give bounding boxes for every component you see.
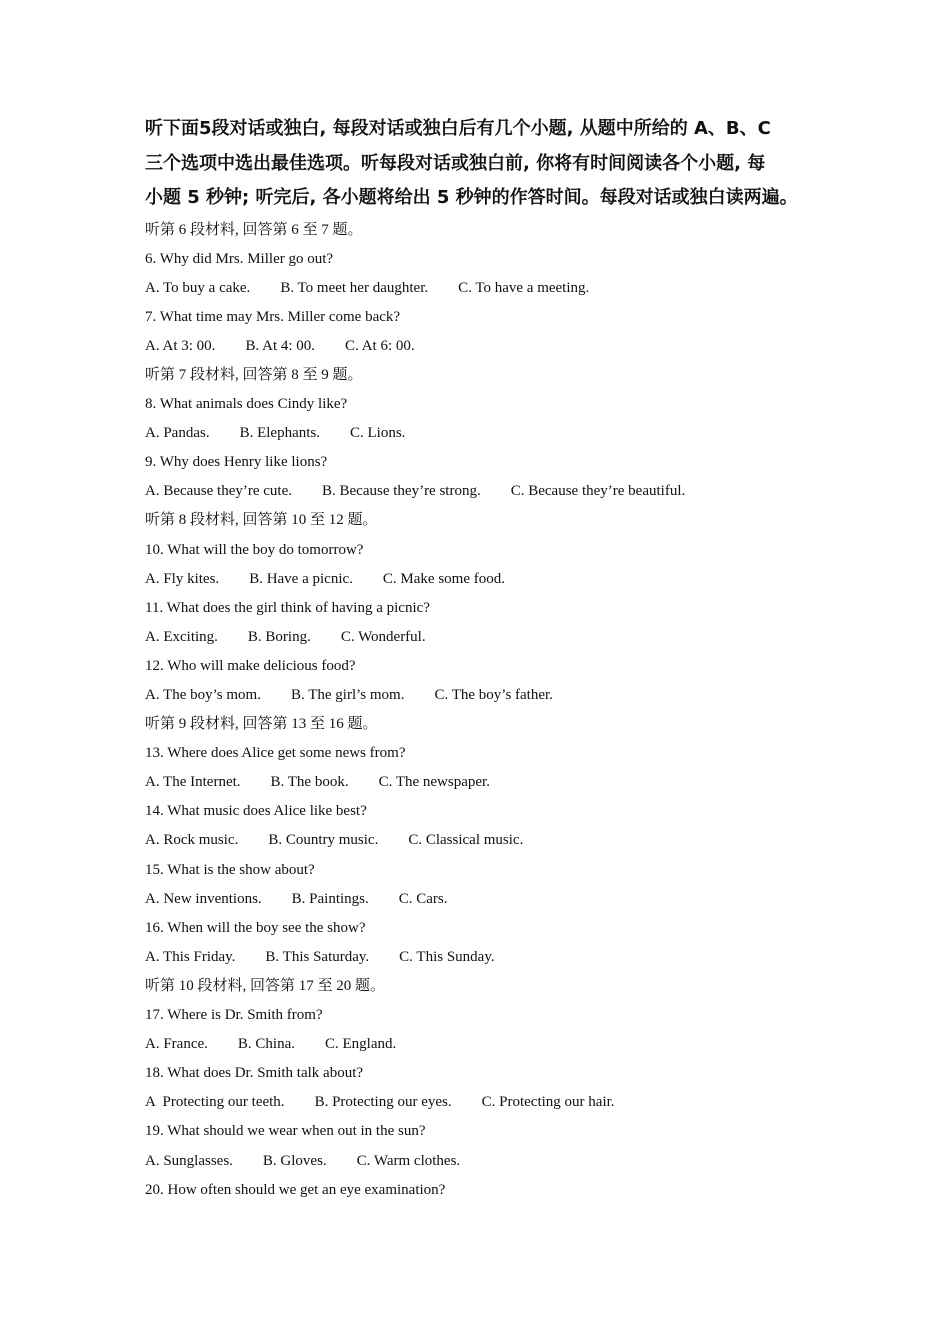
options-row <box>145 943 825 972</box>
section-header: 听第 7 段材料, 回答第 8 至 9 题。 <box>145 366 363 383</box>
option-c: C. To have a meeting. <box>458 279 590 296</box>
option-c: C. At 6: 00. <box>345 337 415 354</box>
option-a: A. This Friday. <box>145 948 236 965</box>
option-b: B. Country music. <box>268 832 379 849</box>
option-a: A. The boy’s mom. <box>145 687 261 703</box>
question-text: 17. Where is Dr. Smith from? <box>145 1007 323 1024</box>
options-row <box>145 565 825 594</box>
options-row <box>145 826 825 855</box>
instruction-line: 三个选项中选出最佳选项。听每段对话或独白前, 你将有时间阅读各个小题, 每 <box>145 152 766 174</box>
option-b: B. Protecting our eyes. <box>314 1094 452 1111</box>
option-b: B. Elephants. <box>239 425 320 442</box>
options-row <box>145 1088 825 1117</box>
question-text: 9. Why does Henry like lions? <box>145 454 328 471</box>
option-c: C. Warm clothes. <box>356 1152 461 1169</box>
question-text: 14. What music does Alice like best? <box>145 803 367 820</box>
options-row <box>145 768 825 797</box>
listening-instructions <box>145 112 825 216</box>
options-row <box>145 332 825 361</box>
option-a: A. France. <box>145 1036 208 1053</box>
option-a: A. At 3: 00. <box>145 337 216 354</box>
options-row <box>145 623 825 652</box>
option-b: B. Because they’re strong. <box>322 483 481 500</box>
option-a: A. The Internet. <box>145 774 241 791</box>
instruction-line: 小题 5 秒钟; 听完后, 各小题将给出 5 秒钟的作答时间。每段对话或独白读两遍。 <box>145 187 798 208</box>
option-a: A. New inventions. <box>145 890 262 907</box>
options-row <box>145 419 825 448</box>
option-c: C. The newspaper. <box>378 774 490 791</box>
question-text: 11. What does the girl think of having a picnic? <box>145 599 430 616</box>
option-b: B. At 4: 00. <box>245 337 316 354</box>
question-text: 12. Who will make delicious food? <box>145 657 356 674</box>
option-c: C. Wonderful. <box>340 628 426 645</box>
question-list <box>145 216 825 1205</box>
option-b: B. Paintings. <box>291 890 369 907</box>
option-b: B. Gloves. <box>262 1152 327 1169</box>
option-b: B. China. <box>237 1036 295 1053</box>
options-row <box>145 274 825 303</box>
option-b: B. This Saturday. <box>265 948 370 965</box>
option-b: B. Boring. <box>247 628 311 645</box>
instruction-line: 听下面5段对话或独白, 每段对话或独白后有几个小题, 从题中所给的 A、B、C <box>145 118 771 139</box>
document-page <box>145 112 825 1205</box>
option-a: A. Sunglasses. <box>145 1152 233 1169</box>
option-c: C. Classical music. <box>408 832 524 849</box>
option-a: A. Because they’re cute. <box>145 483 293 500</box>
options-row <box>145 1030 825 1059</box>
option-b: B. The book. <box>270 774 349 791</box>
question-text: 20. How often should we get an eye examination? <box>145 1181 446 1198</box>
options-row <box>145 885 825 914</box>
option-a: A. To buy a cake. <box>145 279 251 296</box>
option-b: B. The girl’s mom. <box>290 687 405 703</box>
option-c: C. The boy’s father. <box>434 687 553 703</box>
option-c: C. England. <box>325 1036 397 1053</box>
option-b: B. To meet her daughter. <box>280 279 429 296</box>
option-a: A. Pandas. <box>145 425 210 442</box>
option-c: C. Protecting our hair. <box>481 1094 615 1111</box>
question-text: 7. What time may Mrs. Miller come back? <box>145 308 401 325</box>
question-text: 15. What is the show about? <box>145 861 315 878</box>
options-row <box>145 477 825 506</box>
section-header: 听第 9 段材料, 回答第 13 至 16 题。 <box>145 716 378 733</box>
question-text: 13. Where does Alice get some news from? <box>145 745 406 762</box>
options-row <box>145 1147 825 1176</box>
question-text: 19. What should we wear when out in the sun? <box>145 1123 426 1140</box>
option-b: B. Have a picnic. <box>249 570 353 587</box>
option-c: C. This Sunday. <box>399 948 495 965</box>
section-header: 听第 10 段材料, 回答第 17 至 20 题。 <box>145 977 386 994</box>
option-a: A. Rock music. <box>145 832 239 849</box>
options-row <box>145 681 825 710</box>
option-a: A Protecting our teeth. <box>145 1094 285 1111</box>
option-c: C. Because they’re beautiful. <box>510 483 686 500</box>
question-text: 18. What does Dr. Smith talk about? <box>145 1065 364 1082</box>
option-a: A. Fly kites. <box>145 570 220 587</box>
option-c: C. Lions. <box>349 425 406 442</box>
question-text: 8. What animals does Cindy like? <box>145 396 348 413</box>
option-c: C. Cars. <box>398 890 448 907</box>
option-c: C. Make some food. <box>382 570 505 587</box>
question-text: 6. Why did Mrs. Miller go out? <box>145 250 334 267</box>
section-header: 听第 8 段材料, 回答第 10 至 12 题。 <box>145 512 378 529</box>
option-a: A. Exciting. <box>145 628 218 645</box>
question-text: 10. What will the boy do tomorrow? <box>145 541 364 558</box>
section-header: 听第 6 段材料, 回答第 6 至 7 题。 <box>145 221 363 238</box>
question-text: 16. When will the boy see the show? <box>145 919 366 936</box>
